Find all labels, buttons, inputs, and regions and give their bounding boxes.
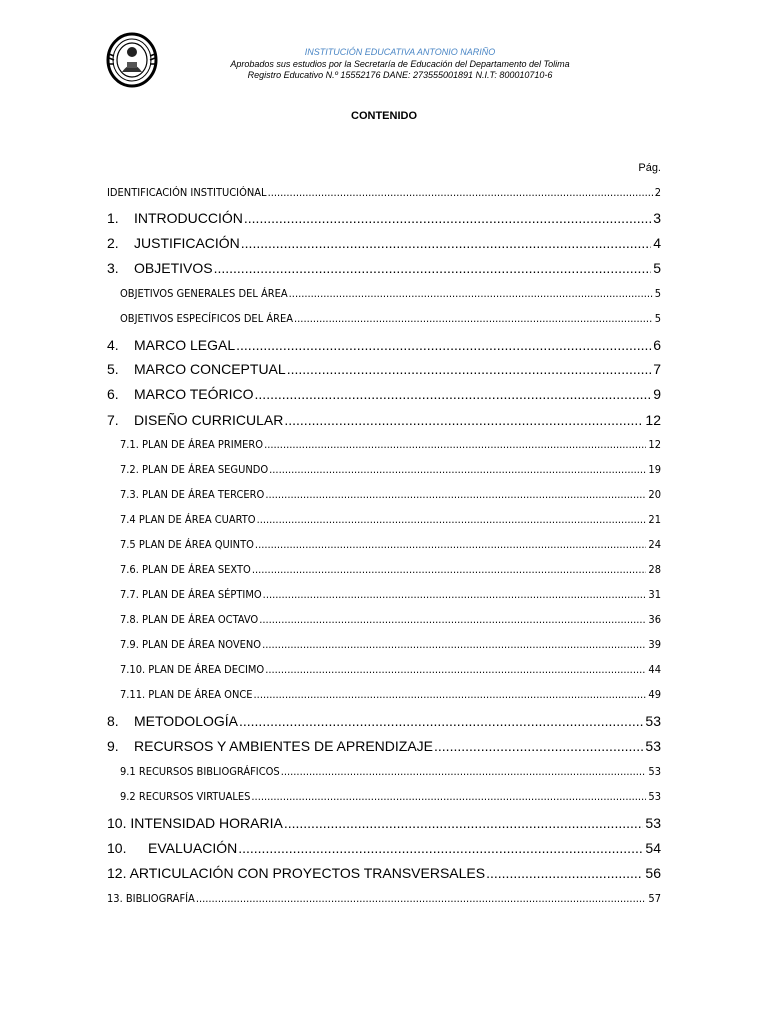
toc-leader (239, 713, 643, 729)
toc-entry-page: 2 (654, 186, 661, 199)
toc-entry-label: 7.11. PLAN DE ÁREA ONCE (120, 688, 253, 701)
toc-entry-page: 4 (653, 235, 661, 251)
toc-entry[interactable] (120, 538, 661, 551)
toc-entry-label: JUSTIFICACIÓN (134, 235, 240, 251)
toc-entry-label: 7.1. PLAN DE ÁREA PRIMERO (120, 438, 264, 451)
toc-entry-label: 7.5 PLAN DE ÁREA QUINTO (120, 538, 254, 551)
toc-entry[interactable] (120, 438, 661, 451)
toc-leader (259, 613, 646, 626)
toc-leader (241, 235, 651, 251)
toc-leader (289, 287, 653, 300)
toc-entry[interactable] (107, 738, 661, 754)
page-header (0, 0, 768, 95)
toc-entry-page: 21 (648, 513, 661, 526)
institution-name: INSTITUCIÓN EDUCATIVA ANTONIO NARIÑO (304, 47, 496, 57)
toc-entry-label: MARCO TEÓRICO (134, 386, 254, 402)
toc-leader (268, 186, 653, 199)
toc-entry-label: INTRODUCCIÓN (134, 210, 243, 226)
toc-leader (269, 463, 646, 476)
toc-entry-label: OBJETIVOS (134, 260, 213, 276)
toc-entry-number: 4. (107, 337, 119, 353)
toc-entry[interactable] (120, 488, 661, 501)
toc-entry[interactable] (107, 210, 661, 226)
toc-entry-label: DISEÑO CURRICULAR (134, 412, 284, 428)
toc-entry[interactable] (107, 412, 661, 428)
toc-entry-label: 9.2 RECURSOS VIRTUALES (120, 790, 251, 803)
toc-leader (264, 438, 646, 451)
toc-entry-number: 6. (107, 386, 119, 402)
toc-entry[interactable] (120, 790, 661, 803)
toc-entry-label: 7.7. PLAN DE ÁREA SÉPTIMO (120, 588, 262, 601)
toc-entry-label: 7.8. PLAN DE ÁREA OCTAVO (120, 613, 259, 626)
toc-leader (294, 312, 653, 325)
toc-leader (255, 386, 652, 402)
toc-leader (486, 865, 643, 881)
toc-leader (252, 563, 647, 576)
toc-entry-number: 3. (107, 260, 119, 276)
toc-entry-page: 53 (648, 765, 661, 778)
toc-entry-number: 8. (107, 713, 119, 729)
toc-entry-page: 28 (648, 563, 661, 576)
toc-leader (284, 815, 644, 831)
toc-leader (254, 688, 647, 701)
toc-leader (244, 210, 651, 226)
toc-leader (255, 538, 646, 551)
toc-entry[interactable] (120, 563, 661, 576)
toc-entry[interactable] (120, 688, 661, 701)
approval-line: Aprobados sus estudios por la Secretaría de Educación del Departamento del Tolima (230, 58, 570, 69)
toc-entry-label: IDENTIFICACIÓN INSTITUCIÓNAL (107, 186, 267, 199)
toc-entry[interactable] (107, 815, 661, 831)
toc-entry[interactable] (120, 287, 661, 300)
registry-line: Registro Educativo N.º 15552176 DANE: 273555001891 N.I.T: 800010710-6 (247, 70, 553, 80)
toc-entry-number: 9. (107, 738, 119, 754)
toc-entry[interactable] (120, 765, 661, 778)
toc-entry[interactable] (107, 337, 661, 353)
toc-entry-label: 7.9. PLAN DE ÁREA NOVENO (120, 638, 262, 651)
toc-entry-label: 9.1 RECURSOS BIBLIOGRÁFICOS (120, 765, 280, 778)
toc-entry-label: EVALUACIÓN (148, 840, 238, 856)
toc-entry-page: 19 (648, 463, 661, 476)
toc-entry[interactable] (120, 463, 661, 476)
toc-entry-page: 54 (645, 840, 661, 856)
toc-entry-page: 56 (645, 865, 661, 881)
toc-entry[interactable] (107, 840, 661, 856)
toc-entry-page: 5 (654, 312, 661, 325)
toc-entry[interactable] (107, 386, 661, 402)
toc-entry[interactable] (120, 638, 661, 651)
toc-entry-label: RECURSOS Y AMBIENTES DE APRENDIZAJE (134, 738, 434, 754)
toc-entry-label: OBJETIVOS ESPECÍFICOS DEL ÁREA (120, 312, 294, 325)
toc-entry-page: 12 (648, 438, 661, 451)
toc-entry-page: 20 (648, 488, 661, 501)
toc-entry[interactable] (120, 663, 661, 676)
toc-leader (236, 337, 651, 353)
toc-entry[interactable] (107, 892, 661, 905)
toc-entry-page: 53 (645, 738, 661, 754)
toc-entry-page: 5 (653, 260, 661, 276)
toc-entry-page: 44 (648, 663, 661, 676)
toc-entry-page: 7 (653, 361, 661, 377)
toc-entry-label: 7.2. PLAN DE ÁREA SEGUNDO (120, 463, 269, 476)
toc-entry-label: 7.10. PLAN DE ÁREA DECIMO (120, 663, 265, 676)
toc-entry-page: 3 (653, 210, 661, 226)
toc-entry-page: 53 (648, 790, 661, 803)
toc-entry-number: 2. (107, 235, 119, 251)
toc-entry-label: OBJETIVOS GENERALES DEL ÁREA (120, 287, 288, 300)
toc-leader (251, 790, 646, 803)
toc-entry-page: 31 (648, 588, 661, 601)
toc-entry-label: 7.6. PLAN DE ÁREA SEXTO (120, 563, 251, 576)
toc-entry[interactable] (107, 865, 661, 881)
toc-leader (257, 513, 647, 526)
toc-entry[interactable] (120, 513, 661, 526)
toc-entry-label: MARCO LEGAL (134, 337, 236, 353)
toc-entry-page: 9 (653, 386, 661, 402)
toc-entry[interactable] (107, 361, 661, 377)
toc-entry-page: 6 (653, 337, 661, 353)
institution-seal-icon (106, 32, 158, 88)
toc-entry-number: 10. (107, 840, 127, 856)
toc-entry[interactable] (120, 588, 661, 601)
toc-entry-page: 12 (645, 412, 661, 428)
toc-leader (263, 588, 647, 601)
page-column-heading: Pág. (638, 162, 661, 174)
toc-entry-page: 53 (645, 815, 661, 831)
toc-entry-page: 24 (648, 538, 661, 551)
toc-entry[interactable] (120, 613, 661, 626)
toc-entry-label: 13. BIBLIOGRAFÍA (107, 892, 195, 905)
toc-entry-page: 57 (648, 892, 661, 905)
toc-leader (196, 892, 647, 905)
toc-entry[interactable] (107, 186, 661, 199)
toc-entry-page: 53 (645, 713, 661, 729)
header-text (200, 47, 600, 82)
toc-entry-number: 1. (107, 210, 119, 226)
toc-entry-label: MARCO CONCEPTUAL (134, 361, 286, 377)
toc-entry[interactable] (120, 312, 661, 325)
toc-entry-page: 49 (648, 688, 661, 701)
toc-entry-number: 7. (107, 412, 119, 428)
toc-entry[interactable] (107, 260, 661, 276)
toc-entry[interactable] (107, 235, 661, 251)
toc-leader (265, 488, 646, 501)
toc-leader (434, 738, 643, 754)
toc-leader (262, 638, 646, 651)
toc-entry-number: 5. (107, 361, 119, 377)
toc-entry-page: 36 (648, 613, 661, 626)
toc-entry-label: 7.3. PLAN DE ÁREA TERCERO (120, 488, 265, 501)
toc-entry-page: 5 (654, 287, 661, 300)
toc-entry-label: 12. ARTICULACIÓN CON PROYECTOS TRANSVERSALES (107, 865, 486, 881)
toc-entry-label: 7.4 PLAN DE ÁREA CUARTO (120, 513, 256, 526)
toc-leader (281, 765, 647, 778)
toc-leader (284, 412, 643, 428)
toc-entry-label: METODOLOGÍA (134, 713, 238, 729)
toc-entry-page: 39 (648, 638, 661, 651)
toc-entry-label: 10. INTENSIDAD HORARIA (107, 815, 283, 831)
document-title: CONTENIDO (351, 110, 417, 122)
toc-entry[interactable] (107, 713, 661, 729)
toc-leader (265, 663, 646, 676)
toc-leader (238, 840, 643, 856)
toc-leader (214, 260, 652, 276)
toc-leader (287, 361, 652, 377)
